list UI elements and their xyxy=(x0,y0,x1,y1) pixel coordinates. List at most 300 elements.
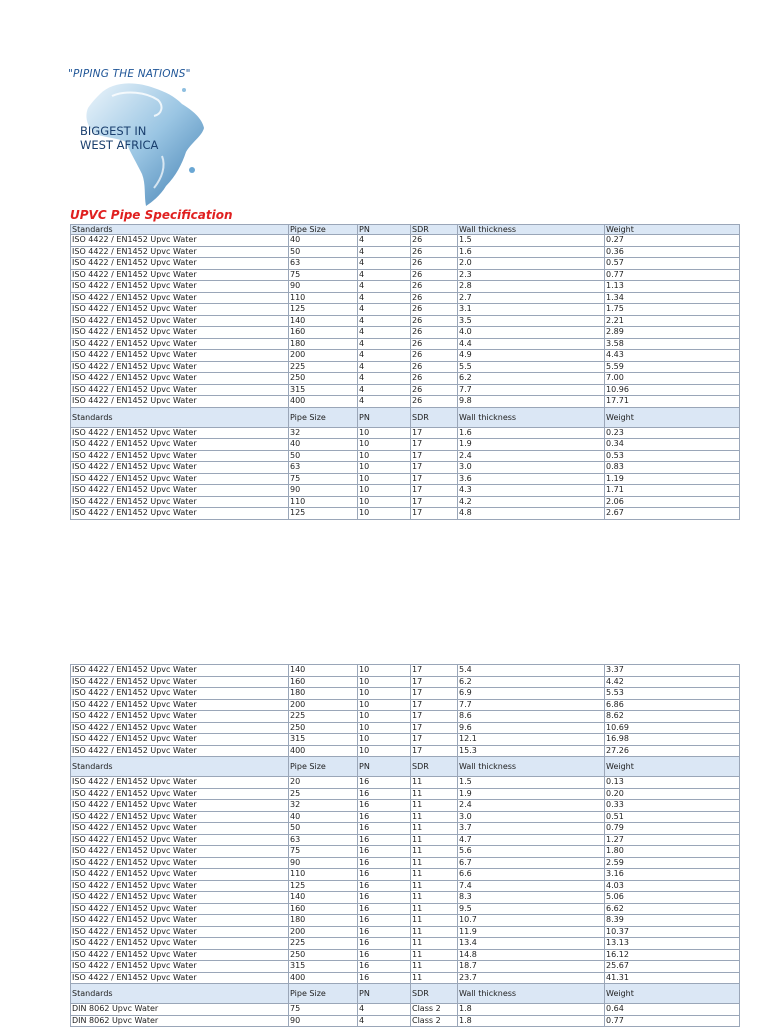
table-cell: ISO 4422 / EN1452 Upvc Water xyxy=(71,281,289,293)
table-cell: 11 xyxy=(411,880,458,892)
table-cell: 11 xyxy=(411,788,458,800)
table-row xyxy=(71,915,740,927)
table-cell: 1.13 xyxy=(605,281,740,293)
table-cell: ISO 4422 / EN1452 Upvc Water xyxy=(71,800,289,812)
table-row xyxy=(71,800,740,812)
table-cell: 75 xyxy=(289,473,358,485)
spec-table xyxy=(70,224,740,520)
table-cell: 10.7 xyxy=(458,915,605,927)
table-row xyxy=(71,711,740,723)
table-cell: 315 xyxy=(289,734,358,746)
table-cell: 180 xyxy=(289,338,358,350)
table-cell: 140 xyxy=(289,892,358,904)
table-cell: 50 xyxy=(289,246,358,258)
table-cell: 20 xyxy=(289,777,358,789)
table-row xyxy=(71,269,740,281)
table-cell: 4 xyxy=(358,361,411,373)
column-header: Pipe Size xyxy=(289,984,358,1004)
table-cell: 17 xyxy=(411,450,458,462)
table-cell: 26 xyxy=(411,292,458,304)
table-header-row xyxy=(71,984,740,1004)
table-cell: 10.69 xyxy=(605,722,740,734)
table-cell: 11 xyxy=(411,961,458,973)
table-cell: 50 xyxy=(289,450,358,462)
table-cell: 10 xyxy=(358,439,411,451)
column-header: Pipe Size xyxy=(289,407,358,427)
table-row xyxy=(71,450,740,462)
table-row xyxy=(71,676,740,688)
table-cell: 110 xyxy=(289,496,358,508)
table-row xyxy=(71,961,740,973)
table-cell: 2.0 xyxy=(458,258,605,270)
table-cell: 17 xyxy=(411,722,458,734)
table-cell: 32 xyxy=(289,427,358,439)
table-cell: 0.51 xyxy=(605,811,740,823)
table-cell: ISO 4422 / EN1452 Upvc Water xyxy=(71,880,289,892)
table-row xyxy=(71,281,740,293)
table-cell: 10 xyxy=(358,676,411,688)
table-cell: 10.37 xyxy=(605,926,740,938)
column-header: Weight xyxy=(605,757,740,777)
table-cell: ISO 4422 / EN1452 Upvc Water xyxy=(71,711,289,723)
table-cell: 17 xyxy=(411,699,458,711)
table-row xyxy=(71,823,740,835)
table-cell: Class 2 xyxy=(411,1015,458,1027)
table-cell: 4 xyxy=(358,258,411,270)
table-row xyxy=(71,857,740,869)
table-cell: 11 xyxy=(411,892,458,904)
table-cell: ISO 4422 / EN1452 Upvc Water xyxy=(71,508,289,520)
table-cell: 4 xyxy=(358,281,411,293)
table-cell: 225 xyxy=(289,938,358,950)
column-header: Wall thickness xyxy=(458,407,605,427)
table-cell: ISO 4422 / EN1452 Upvc Water xyxy=(71,450,289,462)
table-cell: 225 xyxy=(289,711,358,723)
table-row xyxy=(71,508,740,520)
table-row xyxy=(71,473,740,485)
table-cell: ISO 4422 / EN1452 Upvc Water xyxy=(71,473,289,485)
table-cell: 200 xyxy=(289,699,358,711)
table-cell: 0.33 xyxy=(605,800,740,812)
table-row xyxy=(71,938,740,950)
table-cell: 11 xyxy=(411,903,458,915)
table-row xyxy=(71,777,740,789)
table-cell: 16 xyxy=(358,903,411,915)
column-header: SDR xyxy=(411,757,458,777)
table-cell: 3.58 xyxy=(605,338,740,350)
table-cell: ISO 4422 / EN1452 Upvc Water xyxy=(71,327,289,339)
table-cell: 7.7 xyxy=(458,384,605,396)
table-row xyxy=(71,427,740,439)
column-header: Wall thickness xyxy=(458,984,605,1004)
table-cell: 63 xyxy=(289,834,358,846)
table-cell: 16 xyxy=(358,961,411,973)
table-cell: 16 xyxy=(358,915,411,927)
table-cell: ISO 4422 / EN1452 Upvc Water xyxy=(71,892,289,904)
table-cell: 32 xyxy=(289,800,358,812)
table-cell: 7.4 xyxy=(458,880,605,892)
table-cell: ISO 4422 / EN1452 Upvc Water xyxy=(71,269,289,281)
table-row xyxy=(71,1004,740,1016)
table-cell: 5.4 xyxy=(458,665,605,677)
table-cell: 4 xyxy=(358,384,411,396)
table-cell: ISO 4422 / EN1452 Upvc Water xyxy=(71,811,289,823)
table-cell: 26 xyxy=(411,338,458,350)
table-cell: 6.7 xyxy=(458,857,605,869)
table-cell: 1.9 xyxy=(458,788,605,800)
table-cell: 400 xyxy=(289,396,358,408)
column-header: PN xyxy=(358,407,411,427)
table-cell: 0.53 xyxy=(605,450,740,462)
table-cell: 4.7 xyxy=(458,834,605,846)
table-cell: 9.5 xyxy=(458,903,605,915)
column-header: Standards xyxy=(71,757,289,777)
table-cell: 16 xyxy=(358,777,411,789)
table-cell: 27.26 xyxy=(605,745,740,757)
table-cell: ISO 4422 / EN1452 Upvc Water xyxy=(71,823,289,835)
table-cell: 11 xyxy=(411,869,458,881)
table-cell: 10 xyxy=(358,508,411,520)
table-cell: ISO 4422 / EN1452 Upvc Water xyxy=(71,949,289,961)
table-cell: ISO 4422 / EN1452 Upvc Water xyxy=(71,304,289,316)
table-cell: DIN 8062 Upvc Water xyxy=(71,1015,289,1027)
table-cell: 4.43 xyxy=(605,350,740,362)
table-cell: 6.62 xyxy=(605,903,740,915)
table-cell: 1.34 xyxy=(605,292,740,304)
table-row xyxy=(71,258,740,270)
table-cell: 16.98 xyxy=(605,734,740,746)
table-cell: 3.37 xyxy=(605,665,740,677)
table-cell: 0.64 xyxy=(605,1004,740,1016)
column-header: PN xyxy=(358,225,411,235)
table-cell: 9.8 xyxy=(458,396,605,408)
table-cell: ISO 4422 / EN1452 Upvc Water xyxy=(71,462,289,474)
table-cell: 10 xyxy=(358,450,411,462)
table-row xyxy=(71,396,740,408)
table-cell: 0.57 xyxy=(605,258,740,270)
table-cell: 11 xyxy=(411,972,458,984)
table-cell: ISO 4422 / EN1452 Upvc Water xyxy=(71,745,289,757)
logo-tagline xyxy=(80,124,158,152)
table-cell: 17 xyxy=(411,734,458,746)
table-row xyxy=(71,972,740,984)
table-row xyxy=(71,304,740,316)
table-row xyxy=(71,485,740,497)
table-cell: 16 xyxy=(358,869,411,881)
table-cell: ISO 4422 / EN1452 Upvc Water xyxy=(71,734,289,746)
table-cell: ISO 4422 / EN1452 Upvc Water xyxy=(71,938,289,950)
logo-slogan: "PIPING THE NATIONS" xyxy=(68,68,191,80)
table-cell: 7.7 xyxy=(458,699,605,711)
table-cell: 6.9 xyxy=(458,688,605,700)
table-cell: 26 xyxy=(411,361,458,373)
table-row xyxy=(71,384,740,396)
table-cell: 16 xyxy=(358,823,411,835)
table-cell: 1.6 xyxy=(458,246,605,258)
table-cell: ISO 4422 / EN1452 Upvc Water xyxy=(71,235,289,247)
table-cell: 3.0 xyxy=(458,462,605,474)
table-cell: ISO 4422 / EN1452 Upvc Water xyxy=(71,869,289,881)
table-cell: 315 xyxy=(289,384,358,396)
table-row xyxy=(71,315,740,327)
table-cell: ISO 4422 / EN1452 Upvc Water xyxy=(71,439,289,451)
table-header-row xyxy=(71,407,740,427)
table-cell: 4 xyxy=(358,1015,411,1027)
table-cell: 16 xyxy=(358,938,411,950)
column-header: Wall thickness xyxy=(458,757,605,777)
table-cell: 11.9 xyxy=(458,926,605,938)
table-cell: ISO 4422 / EN1452 Upvc Water xyxy=(71,350,289,362)
table-cell: 140 xyxy=(289,665,358,677)
table-cell: 110 xyxy=(289,292,358,304)
table-cell: 17 xyxy=(411,462,458,474)
table-cell: 26 xyxy=(411,235,458,247)
table-row xyxy=(71,1015,740,1027)
table-cell: 25 xyxy=(289,788,358,800)
table-cell: 2.67 xyxy=(605,508,740,520)
table-cell: 40 xyxy=(289,235,358,247)
page-title: UPVC Pipe Specification xyxy=(70,208,233,222)
table-row xyxy=(71,834,740,846)
table-row xyxy=(71,246,740,258)
table-cell: 5.5 xyxy=(458,361,605,373)
table-row xyxy=(71,846,740,858)
table-row xyxy=(71,811,740,823)
table-cell: ISO 4422 / EN1452 Upvc Water xyxy=(71,688,289,700)
table-cell: 90 xyxy=(289,1015,358,1027)
table-cell: ISO 4422 / EN1452 Upvc Water xyxy=(71,338,289,350)
table-row xyxy=(71,699,740,711)
table-cell: 26 xyxy=(411,315,458,327)
table-row xyxy=(71,338,740,350)
table-cell: 200 xyxy=(289,350,358,362)
table-cell: 160 xyxy=(289,327,358,339)
table-cell: 2.3 xyxy=(458,269,605,281)
table-cell: 75 xyxy=(289,1004,358,1016)
table-cell: 4 xyxy=(358,396,411,408)
table-row xyxy=(71,869,740,881)
table-cell: 18.7 xyxy=(458,961,605,973)
table-row xyxy=(71,745,740,757)
table-cell: ISO 4422 / EN1452 Upvc Water xyxy=(71,846,289,858)
table-cell: 1.9 xyxy=(458,439,605,451)
table-cell: 10.96 xyxy=(605,384,740,396)
table-cell: 4.42 xyxy=(605,676,740,688)
table-cell: 10 xyxy=(358,722,411,734)
table-cell: 26 xyxy=(411,258,458,270)
column-header: SDR xyxy=(411,407,458,427)
column-header: Pipe Size xyxy=(289,757,358,777)
table-cell: 2.7 xyxy=(458,292,605,304)
table-cell: 40 xyxy=(289,811,358,823)
table-cell: 4.4 xyxy=(458,338,605,350)
table-cell: ISO 4422 / EN1452 Upvc Water xyxy=(71,722,289,734)
table-cell: 125 xyxy=(289,880,358,892)
table-cell: 23.7 xyxy=(458,972,605,984)
table-cell: 8.3 xyxy=(458,892,605,904)
table-cell: 13.13 xyxy=(605,938,740,950)
table-cell: 10 xyxy=(358,711,411,723)
table-cell: 10 xyxy=(358,473,411,485)
table-cell: 11 xyxy=(411,834,458,846)
table-cell: 0.79 xyxy=(605,823,740,835)
table-row xyxy=(71,722,740,734)
table-cell: 10 xyxy=(358,699,411,711)
table-cell: 1.27 xyxy=(605,834,740,846)
table-cell: 63 xyxy=(289,462,358,474)
table-cell: 2.21 xyxy=(605,315,740,327)
table-cell: 11 xyxy=(411,811,458,823)
table-cell: ISO 4422 / EN1452 Upvc Water xyxy=(71,496,289,508)
table-cell: 4 xyxy=(358,246,411,258)
table-header-row xyxy=(71,757,740,777)
table-cell: 16 xyxy=(358,857,411,869)
table-row xyxy=(71,892,740,904)
table-cell: ISO 4422 / EN1452 Upvc Water xyxy=(71,961,289,973)
table-cell: 16.12 xyxy=(605,949,740,961)
table-cell: DIN 8062 Upvc Water xyxy=(71,1004,289,1016)
table-cell: 160 xyxy=(289,903,358,915)
table-cell: 3.7 xyxy=(458,823,605,835)
table-cell: 11 xyxy=(411,800,458,812)
table-cell: 17 xyxy=(411,439,458,451)
column-header: Weight xyxy=(605,984,740,1004)
table-row xyxy=(71,688,740,700)
table-cell: 8.62 xyxy=(605,711,740,723)
table-cell: 11 xyxy=(411,777,458,789)
table-cell: 1.5 xyxy=(458,235,605,247)
table-cell: 160 xyxy=(289,676,358,688)
table-row xyxy=(71,373,740,385)
table-cell: 10 xyxy=(358,427,411,439)
table-row xyxy=(71,292,740,304)
table-cell: 17 xyxy=(411,496,458,508)
table-row xyxy=(71,350,740,362)
table-cell: ISO 4422 / EN1452 Upvc Water xyxy=(71,926,289,938)
table-cell: 16 xyxy=(358,949,411,961)
table-cell: ISO 4422 / EN1452 Upvc Water xyxy=(71,972,289,984)
table-cell: 180 xyxy=(289,688,358,700)
table-cell: 17 xyxy=(411,485,458,497)
table-cell: 125 xyxy=(289,304,358,316)
spec-table-continued xyxy=(70,664,740,1027)
table-cell: 16 xyxy=(358,800,411,812)
table-cell: 6.2 xyxy=(458,373,605,385)
table-cell: 17 xyxy=(411,711,458,723)
table-cell: 0.23 xyxy=(605,427,740,439)
table-cell: 40 xyxy=(289,439,358,451)
table-cell: 250 xyxy=(289,722,358,734)
spec-table-part2 xyxy=(70,664,739,1027)
table-cell: 8.39 xyxy=(605,915,740,927)
table-cell: 6.6 xyxy=(458,869,605,881)
table-cell: 26 xyxy=(411,281,458,293)
table-cell: 10 xyxy=(358,665,411,677)
table-cell: ISO 4422 / EN1452 Upvc Water xyxy=(71,903,289,915)
table-cell: 5.6 xyxy=(458,846,605,858)
table-cell: 315 xyxy=(289,961,358,973)
table-cell: 17 xyxy=(411,665,458,677)
table-cell: 2.06 xyxy=(605,496,740,508)
table-cell: 4 xyxy=(358,292,411,304)
table-cell: 4 xyxy=(358,269,411,281)
table-cell: 16 xyxy=(358,834,411,846)
table-cell: 4 xyxy=(358,1004,411,1016)
table-cell: 6.86 xyxy=(605,699,740,711)
table-cell: 4.3 xyxy=(458,485,605,497)
table-cell: 1.19 xyxy=(605,473,740,485)
table-cell: 0.20 xyxy=(605,788,740,800)
column-header: Standards xyxy=(71,225,289,235)
table-row xyxy=(71,788,740,800)
table-cell: 26 xyxy=(411,269,458,281)
table-cell: 26 xyxy=(411,384,458,396)
table-cell: 26 xyxy=(411,327,458,339)
table-cell: 10 xyxy=(358,734,411,746)
table-cell: 75 xyxy=(289,846,358,858)
table-cell: 4.03 xyxy=(605,880,740,892)
table-row xyxy=(71,903,740,915)
table-cell: ISO 4422 / EN1452 Upvc Water xyxy=(71,665,289,677)
table-cell: 0.27 xyxy=(605,235,740,247)
table-cell: 4.8 xyxy=(458,508,605,520)
table-cell: 90 xyxy=(289,857,358,869)
table-cell: 0.36 xyxy=(605,246,740,258)
table-cell: 17.71 xyxy=(605,396,740,408)
table-header-row xyxy=(71,225,740,235)
table-cell: 0.83 xyxy=(605,462,740,474)
table-cell: 4 xyxy=(358,235,411,247)
table-cell: 16 xyxy=(358,788,411,800)
table-cell: 4.9 xyxy=(458,350,605,362)
table-cell: 3.6 xyxy=(458,473,605,485)
table-cell: 8.6 xyxy=(458,711,605,723)
table-cell: 180 xyxy=(289,915,358,927)
table-cell: 90 xyxy=(289,281,358,293)
table-cell: 15.3 xyxy=(458,745,605,757)
table-row xyxy=(71,496,740,508)
table-cell: 400 xyxy=(289,745,358,757)
table-cell: 3.1 xyxy=(458,304,605,316)
table-cell: ISO 4422 / EN1452 Upvc Water xyxy=(71,834,289,846)
table-row xyxy=(71,439,740,451)
column-header: Standards xyxy=(71,984,289,1004)
table-cell: ISO 4422 / EN1452 Upvc Water xyxy=(71,427,289,439)
table-cell: 2.4 xyxy=(458,800,605,812)
table-cell: 75 xyxy=(289,269,358,281)
table-cell: 11 xyxy=(411,926,458,938)
table-cell: 11 xyxy=(411,949,458,961)
table-cell: 1.80 xyxy=(605,846,740,858)
table-cell: 5.59 xyxy=(605,361,740,373)
table-cell: ISO 4422 / EN1452 Upvc Water xyxy=(71,676,289,688)
table-cell: 2.8 xyxy=(458,281,605,293)
table-cell: Class 2 xyxy=(411,1004,458,1016)
table-cell: 125 xyxy=(289,508,358,520)
table-cell: 250 xyxy=(289,949,358,961)
table-cell: ISO 4422 / EN1452 Upvc Water xyxy=(71,777,289,789)
table-cell: 4 xyxy=(358,350,411,362)
table-row xyxy=(71,734,740,746)
table-row xyxy=(71,361,740,373)
table-cell: ISO 4422 / EN1452 Upvc Water xyxy=(71,857,289,869)
table-cell: 63 xyxy=(289,258,358,270)
table-cell: 41.31 xyxy=(605,972,740,984)
column-header: Pipe Size xyxy=(289,225,358,235)
table-cell: 12.1 xyxy=(458,734,605,746)
table-cell: ISO 4422 / EN1452 Upvc Water xyxy=(71,699,289,711)
table-cell: 225 xyxy=(289,361,358,373)
